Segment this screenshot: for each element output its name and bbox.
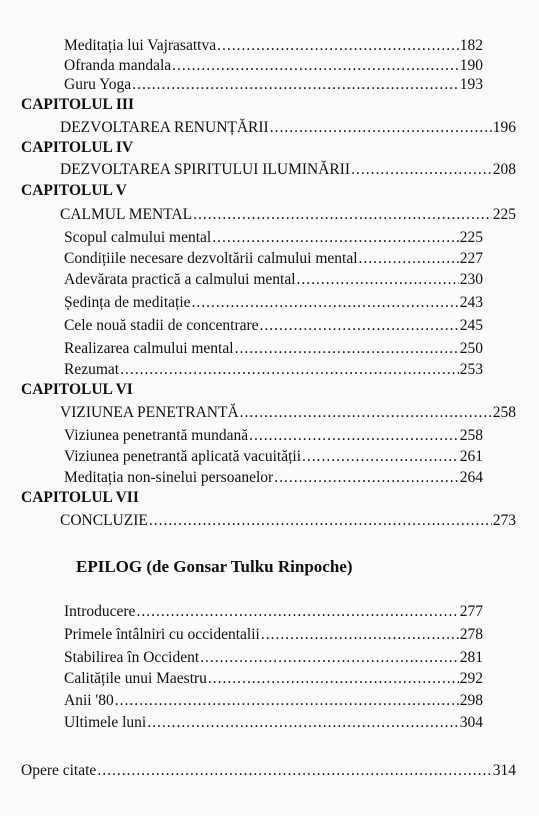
toc-entry-page: 261 xyxy=(459,448,483,465)
toc-entry-page: 253 xyxy=(459,361,483,378)
toc-entry-non-sinelui[interactable] xyxy=(64,467,483,488)
dot-leader xyxy=(297,269,459,290)
dot-leader xyxy=(260,315,459,336)
toc-entry-page: 258 xyxy=(459,427,483,444)
toc-entry-ultimele-luni[interactable] xyxy=(64,712,483,733)
toc-entry-noua-stadii[interactable] xyxy=(64,315,483,336)
toc-entry-conditiile[interactable] xyxy=(64,248,483,269)
toc-entry-page: 304 xyxy=(459,714,483,731)
toc-entry-introducere[interactable] xyxy=(64,601,483,622)
dot-leader xyxy=(136,601,458,622)
toc-entry-title: Scopul calmului mental xyxy=(64,229,212,246)
toc-entry-page: 258 xyxy=(492,404,516,421)
toc-entry-viziunea-mundana[interactable] xyxy=(64,425,483,446)
chapter-5-label: CAPITOLUL V xyxy=(21,182,127,199)
toc-entry-realizarea[interactable] xyxy=(64,338,483,359)
toc-entry-page: 278 xyxy=(459,626,483,643)
toc-entry-calitatile[interactable] xyxy=(64,668,483,689)
toc-entry-title: DEZVOLTAREA SPIRITULUI ILUMINĂRII xyxy=(60,161,351,178)
toc-entry-chapter-6[interactable] xyxy=(60,402,516,423)
toc-entry-title: Introducere xyxy=(64,603,136,620)
toc-entry-viziunea-vacuitate[interactable] xyxy=(64,446,483,467)
dot-leader xyxy=(249,425,459,446)
dot-leader xyxy=(115,690,459,711)
toc-entry-title: Guru Yoga xyxy=(64,76,132,93)
toc-entry-page: 227 xyxy=(459,250,483,267)
dot-leader xyxy=(261,624,459,645)
toc-entry-page: 273 xyxy=(492,512,516,529)
dot-leader xyxy=(200,647,459,668)
toc-entry-opere-citate[interactable] xyxy=(21,760,516,781)
toc-entry-page: 225 xyxy=(492,206,516,223)
toc-entry-title: VIZIUNEA PENETRANTĂ xyxy=(60,404,239,421)
toc-entry-anii-80[interactable] xyxy=(64,690,483,711)
dot-leader xyxy=(192,292,459,313)
dot-leader xyxy=(359,248,459,269)
dot-leader xyxy=(149,510,492,531)
toc-entry-page: 208 xyxy=(492,161,516,178)
toc-entry-rezumat[interactable] xyxy=(64,359,483,380)
toc-entry-title: Calitățile unui Maestru xyxy=(64,670,207,687)
toc-entry-title: Realizarea calmului mental xyxy=(64,340,234,357)
toc-entry-title: Ofranda mandala xyxy=(64,57,172,74)
toc-entry-page: 196 xyxy=(492,119,516,136)
toc-entry-guru-yoga[interactable] xyxy=(64,74,483,95)
toc-entry-title: Viziunea penetrantă mundană xyxy=(64,427,249,444)
toc-entry-title: DEZVOLTAREA RENUNȚĂRII xyxy=(60,119,269,136)
toc-entry-page: 264 xyxy=(459,469,483,486)
toc-entry-page: 225 xyxy=(459,229,483,246)
toc-entry-title: Primele întâlniri cu occidentalii xyxy=(64,626,260,643)
toc-entry-chapter-7[interactable] xyxy=(60,510,516,531)
dot-leader xyxy=(172,55,459,76)
toc-entry-page: 230 xyxy=(459,271,483,288)
dot-leader xyxy=(302,446,459,467)
chapter-6-label: CAPITOLUL VI xyxy=(21,381,133,398)
toc-entry-primele-intalniri[interactable] xyxy=(64,624,483,645)
toc-entry-title: Opere citate xyxy=(21,762,97,779)
toc-entry-title: Condițiile necesare dezvoltării calmului mental xyxy=(64,250,358,267)
dot-leader xyxy=(240,402,492,423)
toc-entry-title: Stabilirea în Occident xyxy=(64,649,200,666)
toc-entry-adevarata-practica[interactable] xyxy=(64,269,483,290)
toc-entry-title: Cele nouă stadii de concentrare xyxy=(64,317,259,334)
toc-entry-title: Adevărata practică a calmului mental xyxy=(64,271,296,288)
dot-leader xyxy=(147,712,459,733)
toc-entry-title: CONCLUZIE xyxy=(60,512,148,529)
toc-entry-title: Ședința de meditație xyxy=(64,294,191,311)
toc-entry-page: 182 xyxy=(459,37,483,54)
chapter-7-label: CAPITOLUL VII xyxy=(21,489,139,506)
chapter-3-label: CAPITOLUL III xyxy=(21,96,134,113)
toc-entry-chapter-3[interactable] xyxy=(60,117,516,138)
toc-entry-page: 190 xyxy=(459,57,483,74)
dot-leader xyxy=(97,760,491,781)
toc-entry-stabilirea[interactable] xyxy=(64,647,483,668)
epilog-heading: EPILOG (de Gonsar Tulku Rinpoche) xyxy=(76,557,353,576)
toc-entry-page: 292 xyxy=(459,670,483,687)
toc-entry-page: 193 xyxy=(459,76,483,93)
toc-entry-page: 250 xyxy=(459,340,483,357)
dot-leader xyxy=(208,668,459,689)
toc-entry-chapter-4[interactable] xyxy=(60,159,516,180)
dot-leader xyxy=(193,204,492,225)
toc-entry-title: Meditația lui Vajrasattva xyxy=(64,37,217,54)
toc-entry-page: 245 xyxy=(459,317,483,334)
toc-entry-ofranda-mandala[interactable] xyxy=(64,55,483,76)
toc-entry-page: 277 xyxy=(459,603,483,620)
toc-entry-title: Anii '80 xyxy=(64,692,114,709)
toc-entry-title: Meditația non-sinelui persoanelor xyxy=(64,469,274,486)
toc-entry-chapter-5[interactable] xyxy=(60,204,516,225)
toc-entry-page: 298 xyxy=(459,692,483,709)
toc-entry-vajrasattva[interactable] xyxy=(64,35,483,56)
dot-leader xyxy=(132,74,459,95)
dot-leader xyxy=(217,35,459,56)
toc-entry-sedinta[interactable] xyxy=(64,292,483,313)
toc-entry-title: Rezumat xyxy=(64,361,120,378)
dot-leader xyxy=(235,338,459,359)
toc-entry-scopul[interactable] xyxy=(64,227,483,248)
toc-entry-page: 281 xyxy=(459,649,483,666)
dot-leader xyxy=(274,467,459,488)
toc-entry-title: Ultimele luni xyxy=(64,714,147,731)
toc-entry-page: 314 xyxy=(492,762,516,779)
toc-entry-title: CALMUL MENTAL xyxy=(60,206,193,223)
toc-entry-page: 243 xyxy=(459,294,483,311)
dot-leader xyxy=(351,159,492,180)
dot-leader xyxy=(120,359,459,380)
chapter-4-label: CAPITOLUL IV xyxy=(21,139,134,156)
toc-entry-title: Viziunea penetrantă aplicată vacuității xyxy=(64,448,302,465)
dot-leader xyxy=(270,117,492,138)
dot-leader xyxy=(212,227,459,248)
